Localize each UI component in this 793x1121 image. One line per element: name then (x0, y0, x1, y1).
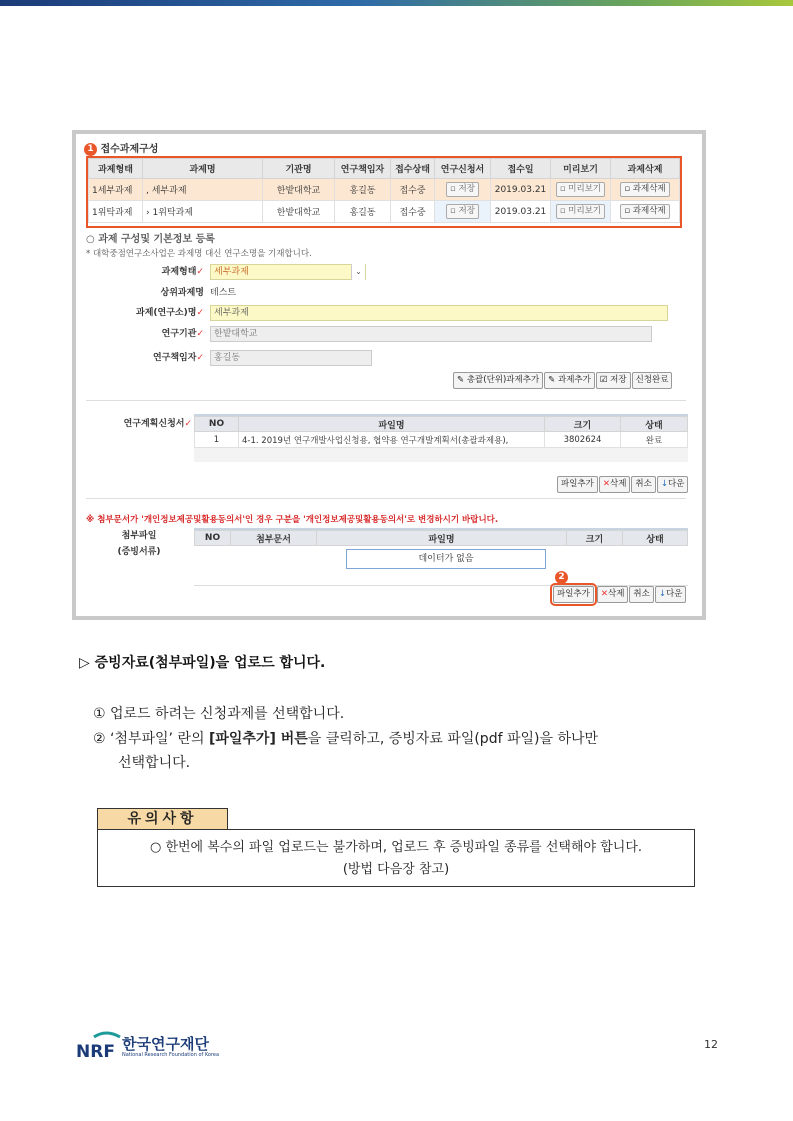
step-1-text: ① 업로드 하려는 신청과제를 선택합니다. (93, 706, 345, 722)
form-row-parent-task (86, 283, 686, 303)
preview-button[interactable]: ▫ 미리보기 (556, 182, 605, 197)
divider (86, 498, 686, 499)
attach-col-size: 크기 (567, 531, 623, 546)
table-row[interactable] (89, 179, 680, 201)
cell-status: 접수중 (391, 201, 435, 223)
form-row-task-type (86, 262, 686, 282)
col-delete: 과제삭제 (611, 159, 680, 179)
caution-line-1: ○ 한번에 복수의 파일 업로드는 불가하며, 업로드 후 증빙파일 종류를 선택해야 합니다. (149, 840, 643, 855)
task-table (88, 158, 680, 223)
submit-complete-button[interactable]: 신청완료 (632, 372, 673, 389)
cell-preview (551, 179, 611, 201)
plan-cell-status: 완료 (621, 432, 688, 448)
page-number: 12 (704, 1038, 718, 1051)
task-name-input[interactable]: 세부과제 (210, 305, 668, 321)
svg-text:NRF: NRF (76, 1042, 115, 1062)
caution-line-2: (방법 다음장 참고) (342, 862, 450, 877)
plan-col-file: 파일명 (239, 417, 545, 432)
section-title-text: 접수과제구성 (100, 144, 159, 155)
task-name-label: 과제(연구소)명✓ (136, 308, 204, 318)
add-task-button[interactable]: ✎ 과제추가 (544, 372, 595, 389)
table-row[interactable] (89, 201, 680, 223)
parent-task-label: 상위과제명 (160, 288, 204, 298)
plan-col-size: 크기 (545, 417, 621, 432)
step-2-text: ② ‘첨부파일’ 란의 [파일추가] 버튼을 클릭하고, 증빙자료 파일(pdf 파일)을 하나만 (93, 731, 599, 747)
save-form-button[interactable]: ▫ 저장 (446, 204, 479, 219)
cell-type: 1세부과제 (89, 179, 143, 201)
step-2-continued: 선택합니다. (118, 755, 191, 771)
parent-task-value: 테스트 (210, 288, 237, 298)
cell-preview (551, 201, 611, 223)
col-form: 연구신청서 (435, 159, 491, 179)
attach-delete-button[interactable]: ✕삭제 (597, 586, 629, 603)
cell-name[interactable]: , 세부과제 (143, 179, 263, 201)
attach-col-file: 파일명 (317, 531, 567, 546)
plan-delete-button[interactable]: ✕삭제 (599, 476, 631, 493)
delete-task-button[interactable]: ▫ 과제삭제 (620, 182, 669, 197)
delete-task-button[interactable]: ▫ 과제삭제 (620, 204, 669, 219)
cell-date: 2019.03.21 (491, 201, 551, 223)
attach-download-button[interactable]: ↓다운 (655, 586, 687, 603)
form-row-pi (86, 348, 686, 368)
attach-add-file-button[interactable]: 파일추가 (553, 586, 594, 603)
cell-status: 접수중 (391, 179, 435, 201)
plan-cancel-button[interactable]: 취소 (631, 476, 655, 493)
divider (86, 400, 686, 401)
plan-cell-size: 3802624 (545, 432, 621, 448)
cell-pi: 홍길동 (335, 201, 391, 223)
form-row-task-name (86, 303, 686, 323)
pi-field: 홍길동 (210, 350, 372, 366)
attach-col-no: NO (195, 531, 231, 546)
attach-file-buttons (552, 586, 686, 603)
attach-col-doc: 첨부문서 (231, 531, 317, 546)
warning-text: ※ 첨부문서가 '개인정보제공및활용동의서'인 경우 구분을 '개인정보제공및활용동의서'로 변경하시기 바랍니다. (86, 515, 499, 525)
section-heading: ▷ 증빙자료(첨부파일)을 업로드 합니다. (79, 655, 326, 671)
save-button[interactable]: ☑ 저장 (596, 372, 631, 389)
cell-pi: 홍길동 (335, 179, 391, 201)
col-preview: 미리보기 (551, 159, 611, 179)
cell-delete (611, 179, 680, 201)
attach-cancel-button[interactable]: 취소 (629, 586, 653, 603)
plan-label: 연구계획신청서✓ (123, 419, 192, 429)
col-type: 과제형태 (89, 159, 143, 179)
preview-button[interactable]: ▫ 미리보기 (556, 204, 605, 219)
plan-file-buttons (556, 476, 688, 493)
cell-delete (611, 201, 680, 223)
task-table-highlight (86, 156, 682, 228)
col-pi: 연구책임자 (335, 159, 391, 179)
top-color-bar (0, 0, 793, 6)
section-title-received-tasks (84, 140, 158, 156)
task-name-link[interactable]: 1위탁과제 (152, 208, 193, 218)
cell-date: 2019.03.21 (491, 179, 551, 201)
cell-form (435, 201, 491, 223)
pi-label: 연구책임자✓ (152, 353, 204, 363)
plan-file-table-wrap (194, 414, 688, 462)
col-status: 접수상태 (391, 159, 435, 179)
info-note: * 대학중점연구소사업은 과제명 대신 연구소명을 기재합니다. (86, 249, 312, 259)
cell-name[interactable]: › 1위탁과제 (143, 201, 263, 223)
plan-download-button[interactable]: ↓다운 (657, 476, 689, 493)
attach-table (194, 530, 688, 546)
caution-box (97, 829, 695, 887)
plan-cell-no: 1 (195, 432, 239, 448)
plan-cell-file[interactable]: 4-1. 2019년 연구개발사업신청용, 협약용 연구개발계획서(총괄과제용), (239, 432, 545, 448)
no-data-message: 데이터가 없음 (346, 549, 546, 569)
system-screenshot (72, 130, 706, 620)
col-name: 과제명 (143, 159, 263, 179)
info-section-title: ○ 과제 구성및 기본정보 등록 (86, 234, 215, 245)
task-type-select[interactable]: 세부과제 ⌄ (210, 264, 366, 280)
step-badge-1: 1 (84, 143, 97, 156)
cell-org: 한밭대학교 (263, 179, 335, 201)
save-form-button[interactable]: ▫ 저장 (446, 182, 479, 197)
action-button-row (452, 372, 672, 389)
plan-col-no: NO (195, 417, 239, 432)
caution-title: 유의사항 (97, 808, 228, 830)
col-date: 접수일 (491, 159, 551, 179)
col-org: 기관명 (263, 159, 335, 179)
step-badge-2: 2 (555, 571, 568, 584)
form-row-institution (86, 324, 686, 344)
plan-file-table (194, 416, 688, 448)
attach-label: 첨부파일 (증빙서류) (117, 531, 161, 557)
table-row[interactable] (195, 432, 688, 448)
nrf-logo (76, 1031, 220, 1071)
chevron-down-icon[interactable]: ⌄ (351, 264, 365, 280)
logo-english: National Research Foundation of Korea (122, 1052, 220, 1058)
cell-form (435, 179, 491, 201)
add-master-task-button[interactable]: ✎ 총괄(단위)과제추가 (453, 372, 543, 389)
institution-label: 연구기관✓ (161, 329, 204, 339)
task-type-label: 과제형태✓ (161, 267, 204, 277)
institution-field: 한밭대학교 (210, 326, 652, 342)
cell-type: 1위탁과제 (89, 201, 143, 223)
attach-col-status: 상태 (623, 531, 688, 546)
logo-korean: 한국연구재단 (122, 1035, 209, 1053)
plan-table-footer (194, 448, 688, 462)
task-name-link[interactable]: 세부과제 (151, 186, 187, 196)
cell-org: 한밭대학교 (263, 201, 335, 223)
plan-add-file-button[interactable]: 파일추가 (557, 476, 598, 493)
plan-col-status: 상태 (621, 417, 688, 432)
